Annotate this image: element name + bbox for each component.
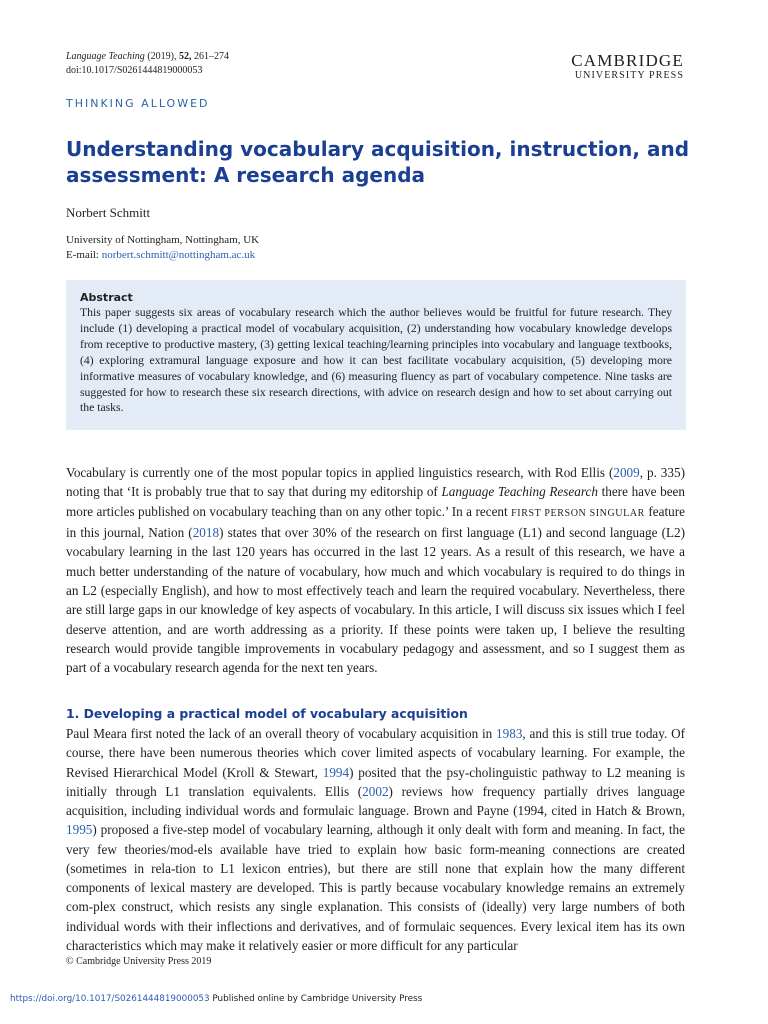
journal-name: Language Teaching (66, 51, 145, 62)
abstract-heading: Abstract (80, 291, 133, 304)
journal-citation (66, 50, 229, 78)
publisher-name: CAMBRIDGE (571, 51, 684, 70)
publisher-logo (571, 52, 684, 82)
section-1-paragraph (66, 724, 685, 955)
journal-volume: 52, (178, 51, 192, 62)
intro-text-5: ) states that over 30% of the research on first language (L1) and second language (L2) vocabulary learning in the last 120 years has occurred in the last 12 years. As a result of this research, we have a much better understanding of the nature of vocabulary, how much and which vocabulary is required to do things in an L2 (especially English), and how to most effectively teach and learn the required vocabulary. Nevertheless, there are still large gaps in our knowledge of key aspects of vocabulary. In this article, I will discuss six issues which I feel deserve attention, and are worth addressing as a priority. If these points were taken up, I believe the resulting research would provide tangible improvements in vocabulary pedagogy and assessment, and so I suggest them as part of a vocabulary research agenda for the next ten years. (66, 525, 685, 676)
section-text-1: Paul Meara first noted the lack of an overall theory of vocabulary acquisition in (66, 726, 497, 741)
author-affiliation-block (66, 233, 259, 263)
section-text-3: ) posited that the psy-cholinguistic pathway to L2 meaning is initially through L1 translation equivalents. Ellis ( (66, 764, 685, 799)
affiliation: University of Nottingham, Nottingham, UK (66, 234, 260, 246)
section-text-2: , and this is still true today. Of course, there have been numerous theories which cover limited aspects of vocabulary learning. For example, the Revised Hierarchical Model (Kroll & Stewart, (66, 726, 685, 780)
citation-link[interactable]: 1994 (322, 764, 350, 780)
intro-text-4: feature in this journal, Nation ( (66, 503, 685, 541)
article-category: THINKING ALLOWED (66, 97, 210, 110)
intro-text-2: , p. 335) noting that ‘It is probably true that to say that during my editorship of (66, 465, 685, 500)
email-link[interactable]: norbert.schmitt@nottingham.ac.uk (101, 249, 256, 261)
feature-name: FIRST PERSON SINGULAR (511, 507, 645, 519)
article-title: Understanding vocabulary acquisition, instruction, and assessment: A research agenda (66, 137, 690, 187)
abstract-box (66, 280, 686, 430)
citation-link[interactable]: 2018 (192, 525, 220, 541)
page-footer (10, 994, 422, 1004)
footer-published-text: Published online by Cambridge University Press (209, 994, 423, 1004)
footer-doi-link[interactable]: https://doi.org/10.1017/S0261444819000053 (10, 994, 210, 1004)
intro-paragraph (66, 463, 685, 678)
intro-text-3: there have been more articles published on vocabulary teaching than on any other topic.’ In a recent (66, 484, 685, 519)
citation-link[interactable]: 2002 (362, 783, 389, 799)
journal-citation-line (66, 50, 229, 64)
abstract-text: This paper suggests six areas of vocabulary research which the author believes would be fruitful for future research. They include (1) developing a practical model of vocabulary acquisition, (2) understanding how vocabulary knowledge develops from receptive to productive mastery, (3) getting lexical teaching/learning principles into vocabulary and language textbooks, (4) exploring extramural language exposure and how it can best facilitate vocabulary acquisition, (5) developing more informative measures of vocabulary knowledge, and (6) measuring fluency as part of vocabulary competence. Nine tasks are suggested for how to research these six research directions, with advice on research design and how to set about carrying out the tasks. (80, 306, 672, 415)
email-label: E-mail: (66, 249, 102, 261)
journal-pages: 261–274 (193, 51, 229, 62)
citation-link[interactable]: 1983 (496, 726, 523, 741)
section-text-5: ) proposed a five-step model of vocabulary learning, although it only dealt with form and meaning. In fact, the very few theories/mod-els available have tried to explain how basic form-meaning connections are created (sometimes in rela-tion to L1 lexicon entries), but there are still none that explain how the many different components of lexical mastery are developed. This is partly because vocabulary knowledge remains an extremely com-plex construct, which resists any single explanation. This consists of (ideally) very large numbers of both individual words with their inflections and derivatives, and of formulaic sequences. Every lexical item has its own characteristics which may make it relatively easier or more difficult for any particular (66, 822, 685, 953)
section-1-heading: 1. Developing a practical model of vocabulary acquisition (66, 706, 468, 721)
journal-doi: doi:10.1017/S0261444819000053 (66, 65, 203, 76)
email-line (66, 248, 259, 263)
journal-year: (2019), (147, 51, 177, 62)
citation-link[interactable]: 1995 (66, 822, 93, 838)
journal-mention: Language Teaching Research (441, 484, 598, 500)
intro-text-1: Vocabulary is currently one of the most popular topics in applied linguistics research, with Rod Ellis ( (66, 465, 614, 480)
author-name: Norbert Schmitt (66, 205, 151, 220)
publisher-subname: UNIVERSITY PRESS (574, 70, 684, 81)
copyright-notice: © Cambridge University Press 2019 (66, 956, 212, 967)
citation-link[interactable]: 2009 (613, 465, 640, 480)
section-text-4: ) reviews how frequency partially drives language acquisition, including individual words and formulaic language. Brown and Payne (1994, cited in Hatch & Brown, (66, 783, 685, 818)
